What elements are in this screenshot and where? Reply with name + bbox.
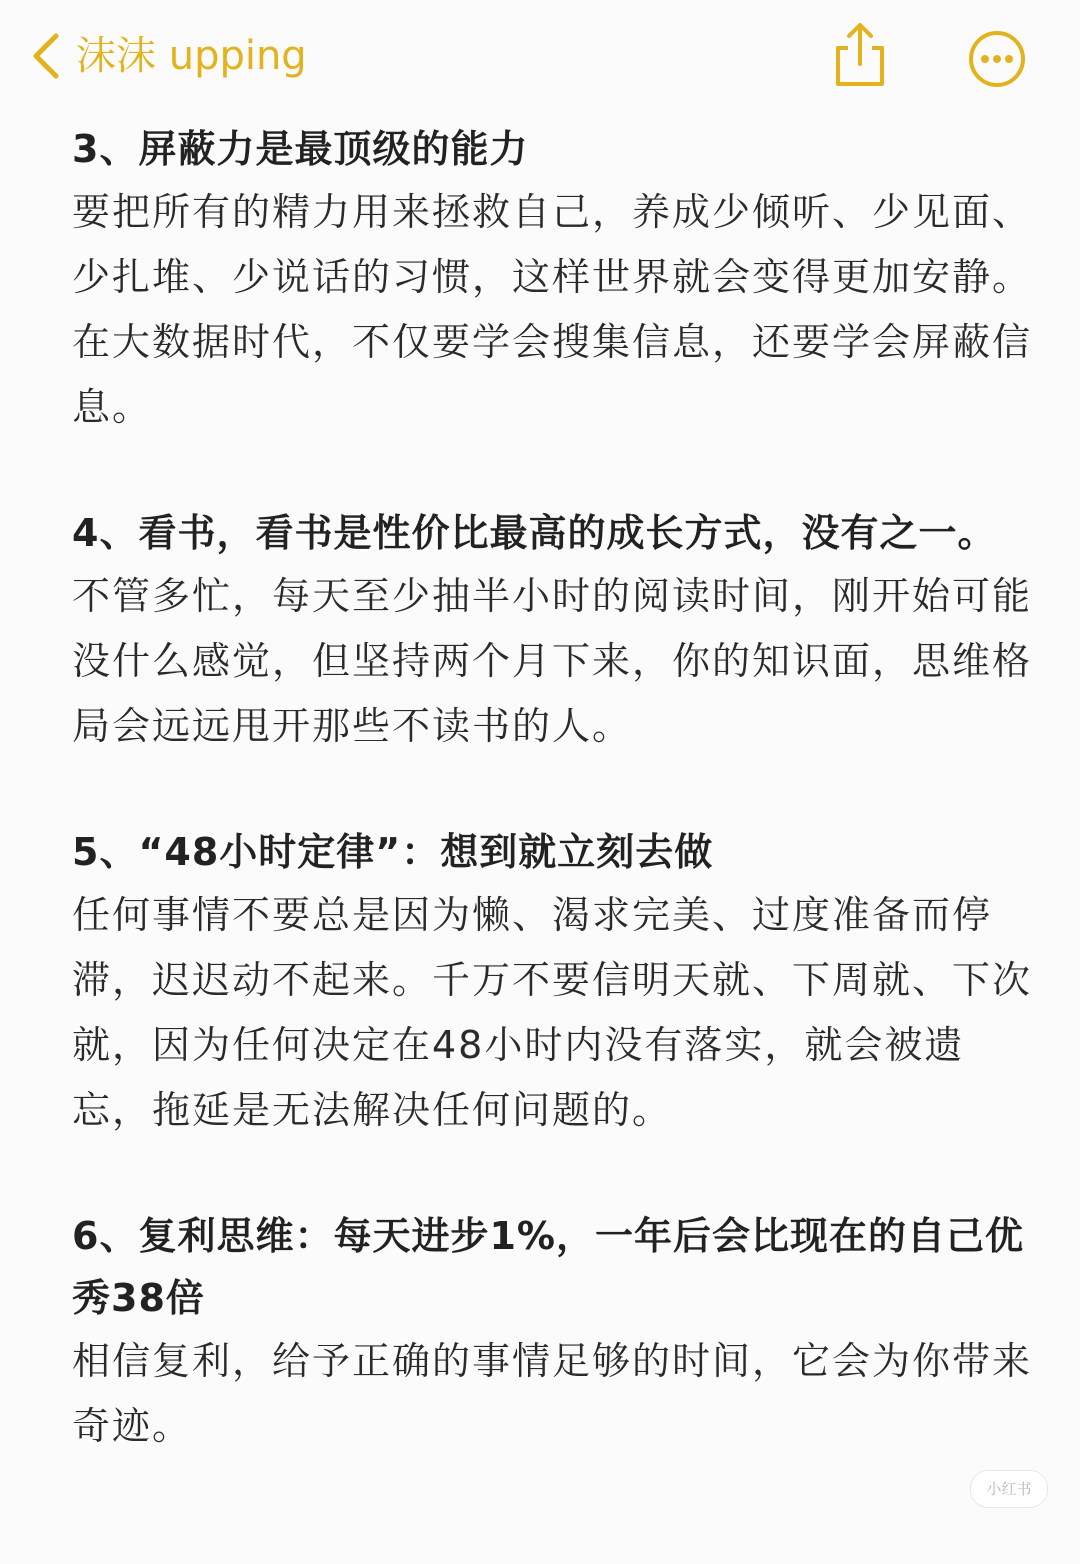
section-heading: 3、屏蔽力是最顶级的能力 [72, 127, 529, 171]
section-heading: 4、看书，看书是性价比最高的成长方式，没有之一。 [72, 511, 997, 555]
note-content [72, 118, 1032, 1459]
section-heading: 6、复利思维：每天进步1%，一年后会比现在的自己优秀38倍 [72, 1214, 1024, 1320]
nav-bar [0, 0, 1080, 110]
section-body: 不管多忙，每天至少抽半小时的阅读时间，刚开始可能没什么感觉，但坚持两个月下来，你的知识面，思维格局会远远甩开那些不读书的人。 [72, 574, 1033, 748]
back-label: 沫沫 upping [76, 33, 307, 79]
note-section-3 [72, 118, 1032, 440]
section-body: 任何事情不要总是因为懒、渴求完美、过度准备而停滞，迟迟动不起来。千万不要信明天就、下周就、下次就，因为任何决定在48小时内没有落实，就会被遗忘，拖延是无法解决任何问题的。 [72, 893, 1033, 1132]
section-body: 要把所有的精力用来拯救自己，养成少倾听、少见面、少扎堆、少说话的习惯，这样世界就会变得更加安静。在大数据时代，不仅要学会搜集信息，还要学会屏蔽信息。 [72, 190, 1033, 429]
watermark-logo: 小红书 [970, 1470, 1048, 1508]
section-body: 相信复利，给予正确的事情足够的时间，它会为你带来奇迹。 [72, 1339, 1033, 1448]
more-button[interactable] [968, 30, 1026, 88]
section-heading: 5、“48小时定律”：想到就立刻去做 [72, 830, 714, 874]
note-section-6 [72, 1205, 1032, 1459]
more-icon [968, 30, 1026, 88]
share-icon [830, 20, 890, 90]
note-section-5 [72, 821, 1032, 1143]
share-button[interactable] [830, 20, 890, 90]
note-section-4 [72, 502, 1032, 759]
chevron-left-icon [30, 32, 62, 80]
back-button[interactable] [30, 28, 307, 84]
